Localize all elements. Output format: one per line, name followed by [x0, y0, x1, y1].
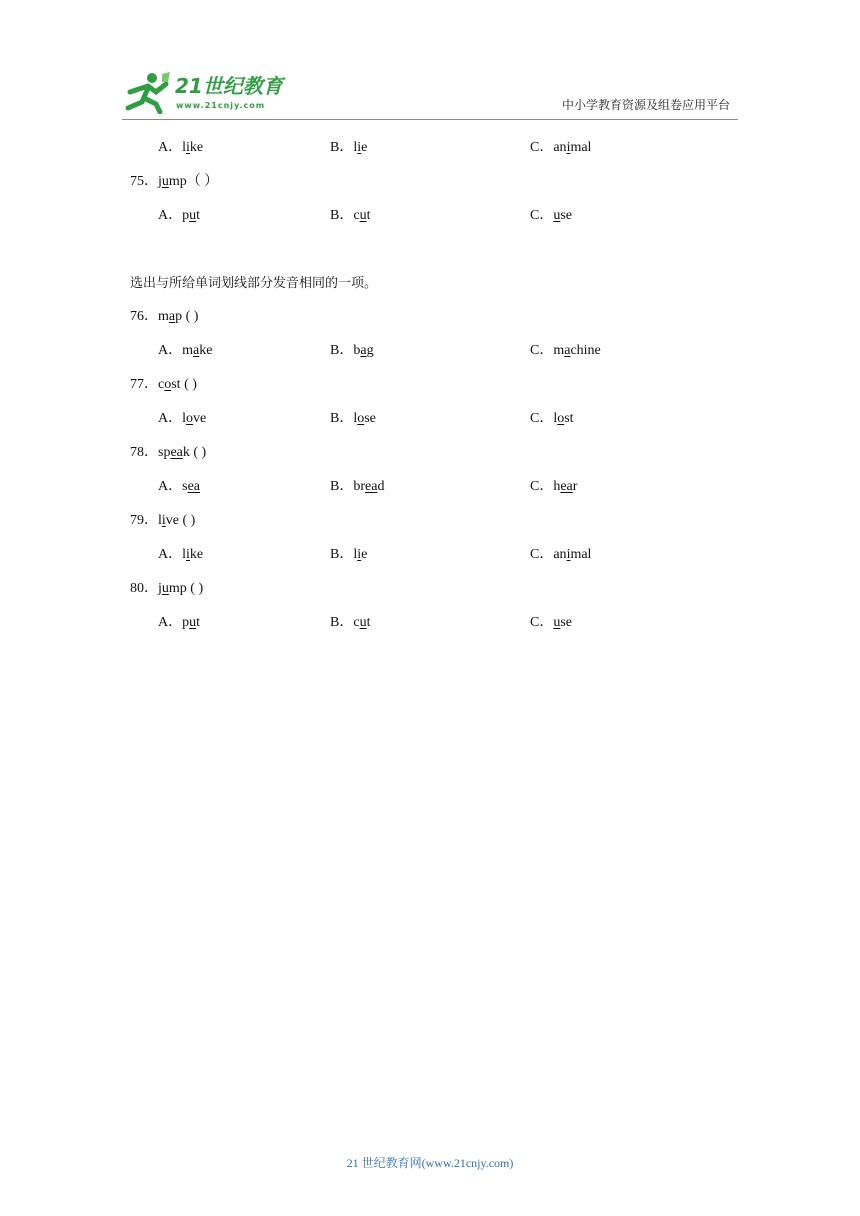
- option-b: B．bread: [330, 479, 385, 494]
- question-stem: 78．speak ( ): [130, 445, 207, 460]
- section-instruction: 选出与所给单词划线部分发音相同的一项。: [130, 276, 378, 291]
- q75-option-b: B．cut: [330, 208, 371, 223]
- q74-option-a: A．like: [158, 140, 204, 155]
- option-a: A．sea: [158, 479, 200, 494]
- question-stem: 80．jump ( ): [130, 581, 204, 596]
- question-stem: 79．live ( ): [130, 513, 196, 528]
- option-a: A．put: [158, 615, 201, 630]
- logo-url: www.21cnjy.com: [176, 101, 266, 110]
- option-a: A．make: [158, 343, 213, 358]
- q74-option-c: C．animal: [530, 140, 592, 155]
- option-c: C．animal: [530, 547, 592, 562]
- question-stem: 77．cost ( ): [130, 377, 197, 392]
- runner-logo-icon: [122, 70, 172, 114]
- header-divider: [122, 119, 738, 120]
- option-c: C．hear: [530, 479, 578, 494]
- logo-title: 21世纪教育: [175, 74, 283, 98]
- q75-option-c: C．use: [530, 208, 573, 223]
- q75-option-a: A．put: [158, 208, 201, 223]
- option-a: A．like: [158, 547, 204, 562]
- option-b: B．lie: [330, 547, 368, 562]
- option-a: A．love: [158, 411, 207, 426]
- site-logo: [122, 70, 292, 116]
- option-b: B．bag: [330, 343, 374, 358]
- option-c: C．lost: [530, 411, 574, 426]
- q74-option-b: B．lie: [330, 140, 368, 155]
- option-b: B．lose: [330, 411, 376, 426]
- option-c: C．use: [530, 615, 573, 630]
- option-c: C．machine: [530, 343, 601, 358]
- footer-source: 21 世纪教育网(www.21cnjy.com): [346, 1156, 514, 1170]
- option-b: B．cut: [330, 615, 371, 630]
- question-75-stem: 75．jump（ ）: [130, 174, 219, 189]
- question-stem: 76．map ( ): [130, 309, 199, 324]
- header-platform-name: 中小学教育资源及组卷应用平台: [561, 98, 730, 112]
